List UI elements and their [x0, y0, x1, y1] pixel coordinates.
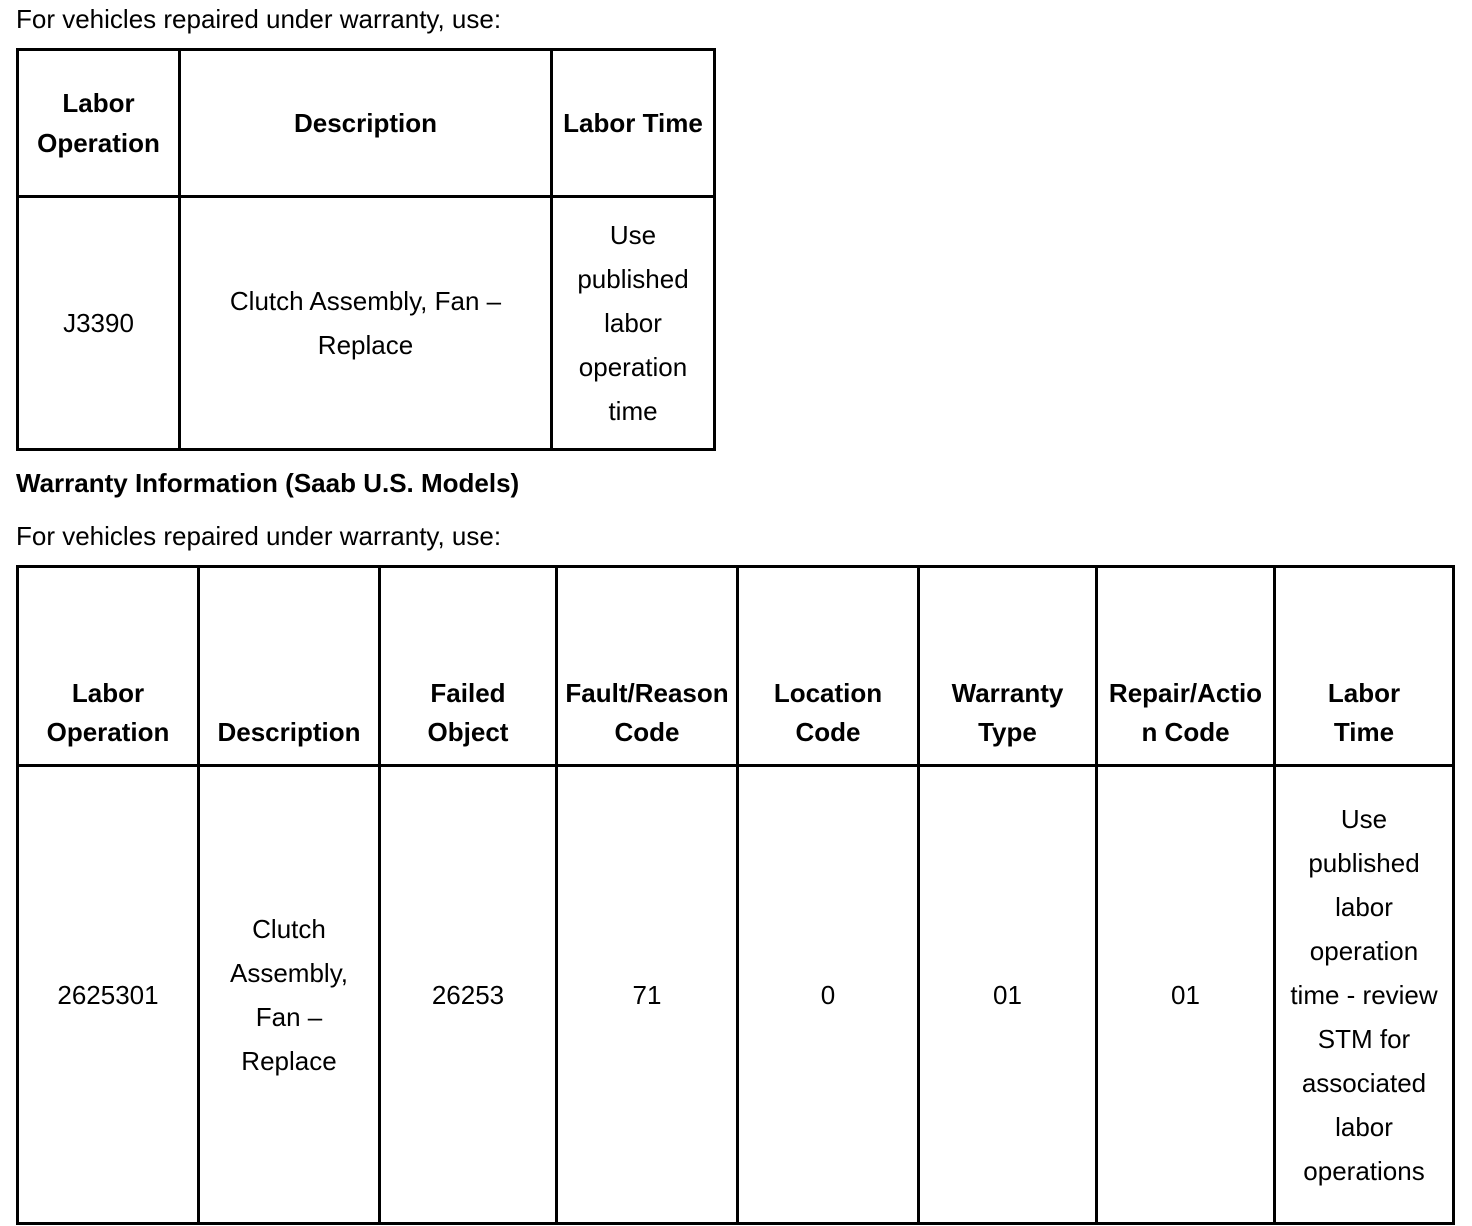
- header-repair-action-code-text: Repair/Action Code: [1108, 678, 1263, 747]
- header-description-text: Description: [217, 717, 361, 747]
- table-row: [18, 766, 1454, 1224]
- header-labor-operation: Labor Operation: [18, 50, 180, 197]
- table-row: [18, 197, 715, 450]
- header-location-code: Location Code: [738, 567, 919, 766]
- table-header-row: [18, 567, 1454, 766]
- header-labor-time: Labor Time: [552, 50, 715, 197]
- header-failed-object: Failed Object: [380, 567, 557, 766]
- table-header-row: [18, 50, 715, 197]
- cell-failed-object: 26253: [380, 766, 557, 1224]
- cell-labor-operation: J3390: [18, 197, 180, 450]
- header-description: [199, 567, 380, 766]
- intro-text-2: For vehicles repaired under warranty, use:: [16, 521, 502, 551]
- section-heading: Warranty Information (Saab U.S. Models): [16, 468, 520, 498]
- header-repair-action-code: [1097, 567, 1275, 766]
- header-labor-time: Labor Time: [1275, 567, 1454, 766]
- header-description: Description: [180, 50, 552, 197]
- header-labor-operation: Labor Operation: [18, 567, 199, 766]
- cell-labor-time: Use published labor operation time: [552, 197, 715, 450]
- cell-description: Clutch Assembly, Fan – Replace: [180, 197, 552, 450]
- cell-labor-operation: 2625301: [18, 766, 199, 1224]
- header-fault-reason-code-text: Fault/Reason Code: [565, 678, 729, 747]
- labor-table-1: [16, 48, 716, 451]
- header-warranty-type: Warranty Type: [919, 567, 1097, 766]
- cell-warranty-type: 01: [919, 766, 1097, 1224]
- cell-location-code: 0: [738, 766, 919, 1224]
- cell-description: Clutch Assembly, Fan – Replace: [199, 766, 380, 1224]
- intro-text-1: For vehicles repaired under warranty, use:: [16, 4, 502, 34]
- cell-repair-action-code: 01: [1097, 766, 1275, 1224]
- cell-fault-reason-code: 71: [557, 766, 738, 1224]
- header-fault-reason-code: [557, 567, 738, 766]
- warranty-table: [16, 565, 1455, 1225]
- cell-labor-time: Use published labor operation time - review STM for associated labor operations: [1275, 766, 1454, 1224]
